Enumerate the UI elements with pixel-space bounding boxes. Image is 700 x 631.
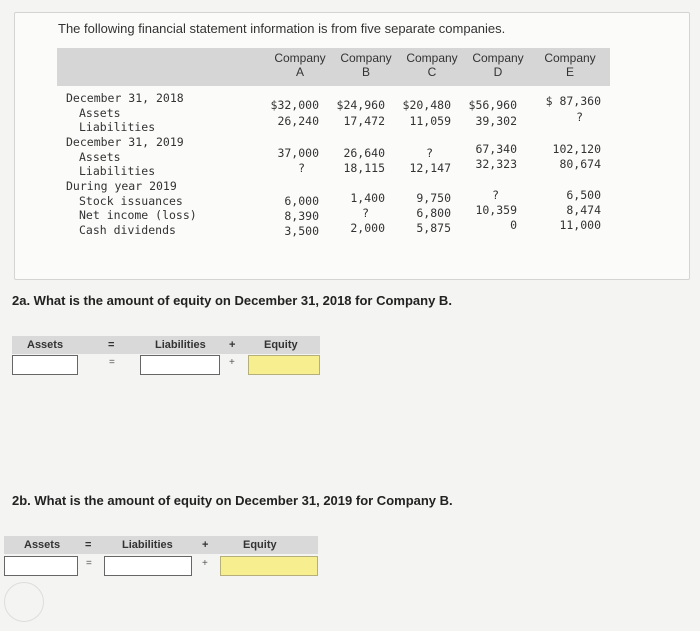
equation-2b-assets-input[interactable]: [4, 556, 78, 576]
cell-div-b: 2,000: [350, 221, 385, 235]
equation-2b-row-equals: =: [86, 558, 92, 569]
label-liabilities-2018: Liabilities: [79, 120, 156, 134]
col-header-e: [537, 51, 603, 79]
equation-2a-equity-input[interactable]: [248, 355, 320, 375]
col-header-a: [267, 51, 333, 79]
equation-2b-row-plus: +: [202, 558, 208, 569]
cell-income-b: ?: [362, 206, 369, 220]
cell-assets2019-b: 26,640: [343, 146, 385, 160]
col-header-e-line2: E: [565, 65, 574, 79]
cell-income-c: 6,800: [416, 206, 451, 220]
equation-2a-equity-label: Equity: [264, 339, 298, 351]
cell-div-e: 11,000: [559, 218, 601, 232]
col-header-d-line2: D: [493, 65, 503, 79]
equation-2a-header: [12, 336, 320, 354]
cell-liab2019-d: 32,323: [475, 157, 517, 171]
cell-liab2019-a: ?: [298, 161, 305, 175]
cell-assets2019-e: 102,120: [552, 142, 601, 156]
equation-2a-row-plus: +: [229, 357, 235, 368]
col-header-b-line2: B: [361, 65, 370, 79]
equation-2b-liabilities-label: Liabilities: [122, 539, 173, 551]
cell-assets2018-e: $ 87,360: [545, 94, 601, 108]
cell-liab2018-a: 26,240: [277, 114, 319, 128]
cell-stock-e: 6,500: [566, 188, 601, 202]
label-dec-2018: December 31, 2018: [66, 91, 184, 105]
col-header-a-line2: A: [295, 65, 304, 79]
cell-div-a: 3,500: [284, 224, 319, 238]
cell-income-e: 8,474: [566, 203, 601, 217]
equation-2a-liabilities-label: Liabilities: [155, 339, 206, 351]
cell-div-c: 5,875: [416, 221, 451, 235]
equation-2a-assets-label: Assets: [27, 339, 64, 351]
col-header-d-line1: Company: [472, 51, 524, 65]
equation-2b-equals: =: [85, 539, 92, 551]
cell-assets2018-d: $56,960: [468, 98, 517, 112]
intro-text: The following financial statement information is from five separate companies.: [58, 21, 506, 36]
equation-2a-row-equals: =: [109, 357, 115, 368]
equation-2b-equity-label: Equity: [243, 539, 277, 551]
equation-2b-row: [4, 556, 318, 576]
question-2b-title: 2b. What is the amount of equity on December 31, 2019 for Company B.: [12, 493, 453, 508]
col-header-b-line1: Company: [340, 51, 392, 65]
equation-2a-liabilities-input[interactable]: [140, 355, 220, 375]
cell-liab2019-c: 12,147: [409, 161, 451, 175]
cell-assets2018-b: $24,960: [336, 98, 385, 112]
equation-2a-assets-input[interactable]: [12, 355, 78, 375]
cell-liab2019-b: 18,115: [343, 161, 385, 175]
cell-income-a: 8,390: [284, 209, 319, 223]
col-header-c-line2: C: [427, 65, 437, 79]
label-net-income: Net income (loss): [79, 208, 197, 222]
label-assets-2018: Assets: [79, 106, 121, 120]
cell-liab2018-e: ?: [576, 110, 583, 124]
label-liabilities-2019: Liabilities: [79, 164, 156, 178]
financial-table: [57, 48, 610, 242]
label-assets-2019: Assets: [79, 150, 121, 164]
cell-liab2018-c: 11,059: [409, 114, 451, 128]
cell-liab2018-b: 17,472: [343, 114, 385, 128]
col-header-c-line1: Company: [406, 51, 458, 65]
cell-assets2018-a: $32,000: [270, 98, 319, 112]
cell-div-d: 0: [510, 218, 517, 232]
question-2a-title: 2a. What is the amount of equity on December 31, 2018 for Company B.: [12, 293, 452, 308]
equation-2b-header: [4, 536, 318, 554]
label-dec-2019: December 31, 2019: [66, 135, 184, 149]
col-header-d: [465, 51, 531, 79]
equation-2a-equals: =: [108, 339, 115, 351]
equation-2b-liabilities-input[interactable]: [104, 556, 192, 576]
decorative-circle: [4, 582, 44, 622]
cell-stock-c: 9,750: [416, 191, 451, 205]
cell-stock-b: 1,400: [350, 191, 385, 205]
col-header-a-line1: Company: [274, 51, 326, 65]
label-during-2019: During year 2019: [66, 179, 177, 193]
cell-assets2019-d: 67,340: [475, 142, 517, 156]
cell-assets2019-a: 37,000: [277, 146, 319, 160]
col-header-b: [333, 51, 399, 79]
cell-liab2019-e: 80,674: [559, 157, 601, 171]
col-header-c: [399, 51, 465, 79]
equation-2b-assets-label: Assets: [24, 539, 61, 551]
equation-2b-plus: +: [202, 539, 209, 551]
label-cash-dividends: Cash dividends: [79, 223, 176, 237]
equation-2b-equity-input[interactable]: [220, 556, 318, 576]
cell-stock-d: ?: [492, 188, 499, 202]
cell-income-d: 10,359: [475, 203, 517, 217]
cell-assets2019-c: ?: [426, 146, 433, 160]
equation-2a-plus: +: [229, 339, 236, 351]
cell-stock-a: 6,000: [284, 194, 319, 208]
col-header-e-line1: Company: [544, 51, 596, 65]
cell-assets2018-c: $20,480: [402, 98, 451, 112]
label-stock-issuances: Stock issuances: [79, 194, 183, 208]
cell-liab2018-d: 39,302: [475, 114, 517, 128]
equation-2a-row: [12, 355, 320, 375]
